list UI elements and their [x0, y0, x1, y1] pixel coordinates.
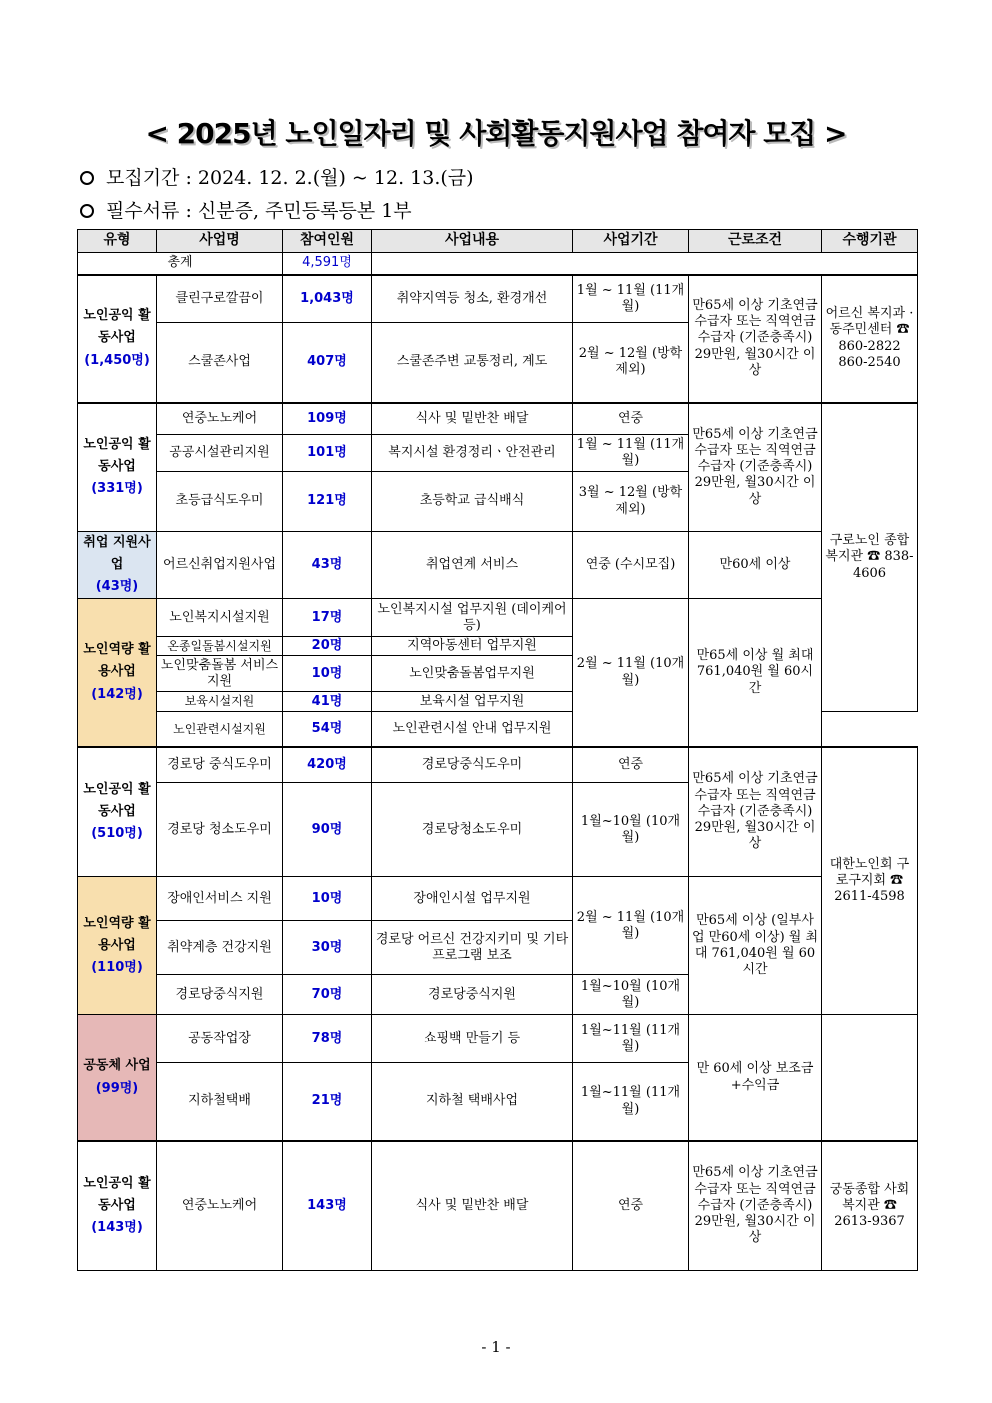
project-name: 경로당 중식도우미: [157, 747, 283, 783]
project-name: 연중노노케어: [157, 1141, 283, 1271]
project-content: 보육시설 업무지원: [372, 692, 573, 712]
category-cell: 노인공익 활동사업 (510명): [78, 747, 157, 877]
participant-count: 420명: [283, 747, 372, 783]
header-row: [78, 230, 918, 253]
project-period: 1월~10월 (10개월): [573, 975, 689, 1015]
participant-count: 30명: [283, 921, 372, 975]
participant-count: 78명: [283, 1015, 372, 1063]
project-period: 1월~10월 (10개월): [573, 783, 689, 877]
project-content: 노인맞춤돌봄업무지원: [372, 656, 573, 692]
total-label: 총계: [78, 253, 283, 275]
project-content: 경로당중식도우미: [372, 747, 573, 783]
work-condition: 만65세 이상 기초연금수급자 또는 직역연금수급자 (기준충족시) 29만원, 월30시간 이상: [689, 403, 822, 532]
project-name: 노인복지시설지원: [157, 599, 283, 637]
project-name: 온종일돌봄시설지원: [157, 637, 283, 656]
project-name: 연중노노케어: [157, 403, 283, 435]
project-content: 지역아동센터 업무지원: [372, 637, 573, 656]
project-period: 1월 ~ 11월 (11개월): [573, 275, 689, 323]
category-cell: 노인공익 활동사업 (143명): [78, 1141, 157, 1271]
work-condition: 만65세 이상 (일부사업 만60세 이상) 월 최대 761,040원 월 60시간: [689, 877, 822, 1015]
participant-count: 17명: [283, 599, 372, 637]
table-row: [78, 403, 918, 435]
project-content: 스쿨존주변 교통정리, 계도: [372, 323, 573, 403]
participant-count: 109명: [283, 403, 372, 435]
work-condition: 만65세 이상 기초연금수급자 또는 직역연금수급자 (기준충족시) 29만원, 월30시간 이상: [689, 1141, 822, 1271]
participant-count: 121명: [283, 472, 372, 532]
project-content: 지하철 택배사업: [372, 1063, 573, 1141]
project-name: 지하철택배: [157, 1063, 283, 1141]
table-row: [78, 599, 918, 637]
col-header: 참여인원: [283, 230, 372, 253]
participant-count: 10명: [283, 656, 372, 692]
work-condition: 만 60세 이상 보조금+수익금: [689, 1015, 822, 1141]
work-condition: 만65세 이상 기초연금수급자 또는 직역연금수급자 (기준충족시) 29만원, 월30시간 이상: [689, 275, 822, 403]
work-condition: 만65세 이상 월 최대 761,040원 월 60시간: [689, 599, 822, 747]
col-header: 수행기관: [822, 230, 918, 253]
project-content: 노인복지시설 업무지원 (데이케어 등): [372, 599, 573, 637]
project-name: 공동작업장: [157, 1015, 283, 1063]
project-name: 스쿨존사업: [157, 323, 283, 403]
category-cell: 노인역량 활용사업 (110명): [78, 877, 157, 1015]
project-name: 초등급식도우미: [157, 472, 283, 532]
organization: 대한노인회 구로구지회 ☎ 2611-4598: [822, 747, 918, 1015]
total-row: [78, 253, 918, 275]
participant-count: 41명: [283, 692, 372, 712]
project-name: 노인맞춤돌봄 서비스지원: [157, 656, 283, 692]
project-content: 경로당중식지원: [372, 975, 573, 1015]
col-header: 사업기간: [573, 230, 689, 253]
project-period: 3월 ~ 12월 (방학제외): [573, 472, 689, 532]
participant-count: 43명: [283, 532, 372, 599]
project-period: 1월~11월 (11개월): [573, 1015, 689, 1063]
project-period: 연중 (수시모집): [573, 532, 689, 599]
project-content: 노인관련시설 안내 업무지원: [372, 712, 573, 747]
project-period: 연중: [573, 403, 689, 435]
participant-count: 20명: [283, 637, 372, 656]
recruit-table: [77, 229, 918, 1271]
project-name: 경로당중식지원: [157, 975, 283, 1015]
project-name: 공공시설관리지원: [157, 435, 283, 472]
project-period: 2월 ~ 11월 (10개월): [573, 877, 689, 975]
category-cell: 노인공익 활동사업 (1,450명): [78, 275, 157, 403]
work-condition: 만60세 이상: [689, 532, 822, 599]
category-cell: 노인역량 활용사업 (142명): [78, 599, 157, 747]
project-period: 연중: [573, 1141, 689, 1271]
total-value: 4,591명: [283, 253, 372, 275]
required-docs: 필수서류 : 신분증, 주민등록등본 1부: [80, 196, 412, 223]
project-name: 클린구로깔끔이: [157, 275, 283, 323]
project-name: 노인관련시설지원: [157, 712, 283, 747]
page-number: - 1 -: [481, 1338, 511, 1356]
category-cell: 취업 지원사업 (43명): [78, 532, 157, 599]
participant-count: 54명: [283, 712, 372, 747]
project-name: 취약계층 건강지원: [157, 921, 283, 975]
project-content: 식사 및 밑반찬 배달: [372, 1141, 573, 1271]
project-period: 1월~11월 (11개월): [573, 1063, 689, 1141]
project-period: 2월 ~ 11월 (10개월): [573, 599, 689, 747]
participant-count: 407명: [283, 323, 372, 403]
participant-count: 1,043명: [283, 275, 372, 323]
page-title: < 2025년 노인일자리 및 사회활동지원사업 참여자 모집 >: [145, 117, 847, 150]
project-period: 연중: [573, 747, 689, 783]
col-header: 사업내용: [372, 230, 573, 253]
project-name: 보육시설지원: [157, 692, 283, 712]
col-header: 근로조건: [689, 230, 822, 253]
participant-count: 10명: [283, 877, 372, 921]
project-content: 복지시설 환경정리ㆍ안전관리: [372, 435, 573, 472]
recruit-period: 모집기간 : 2024. 12. 2.(월) ~ 12. 13.(금): [80, 163, 474, 190]
circle-bullet-icon: [80, 204, 94, 218]
category-cell: 공동체 사업 (99명): [78, 1015, 157, 1141]
table-row: [78, 275, 918, 323]
project-period: 1월 ~ 11월 (11개월): [573, 435, 689, 472]
organization: 구로노인 종합복지관 ☎ 838-4606: [822, 403, 918, 712]
organization: 궁동종합 사회복지관 ☎ 2613-9367: [822, 1141, 918, 1271]
category-cell: 노인공익 활동사업 (331명): [78, 403, 157, 532]
participant-count: 143명: [283, 1141, 372, 1271]
col-header: 유형: [78, 230, 157, 253]
circle-bullet-icon: [80, 171, 94, 185]
participant-count: 70명: [283, 975, 372, 1015]
project-name: 어르신취업지원사업: [157, 532, 283, 599]
col-header: 사업명: [157, 230, 283, 253]
project-content: 취업연계 서비스: [372, 532, 573, 599]
table-row: [78, 1141, 918, 1271]
project-period: 2월 ~ 12월 (방학제외): [573, 323, 689, 403]
project-content: 취약지역등 청소, 환경개선: [372, 275, 573, 323]
table-row: [78, 1015, 918, 1063]
project-content: 초등학교 급식배식: [372, 472, 573, 532]
table-row: [78, 532, 918, 599]
table-row: [78, 747, 918, 783]
participant-count: 21명: [283, 1063, 372, 1141]
work-condition: 만65세 이상 기초연금수급자 또는 직역연금수급자 (기준충족시) 29만원, 월30시간 이상: [689, 747, 822, 877]
project-content: 경로당청소도우미: [372, 783, 573, 877]
organization: 어르신 복지과 · 동주민센터 ☎ 860-2822 860-2540: [822, 275, 918, 403]
project-content: 장애인시설 업무지원: [372, 877, 573, 921]
participant-count: 101명: [283, 435, 372, 472]
project-content: 경로당 어르신 건강지키미 및 기타프로그램 보조: [372, 921, 573, 975]
project-name: 장애인서비스 지원: [157, 877, 283, 921]
participant-count: 90명: [283, 783, 372, 877]
project-content: 쇼핑백 만들기 등: [372, 1015, 573, 1063]
table-row: [78, 877, 918, 921]
project-content: 식사 및 밑반찬 배달: [372, 403, 573, 435]
project-name: 경로당 청소도우미: [157, 783, 283, 877]
